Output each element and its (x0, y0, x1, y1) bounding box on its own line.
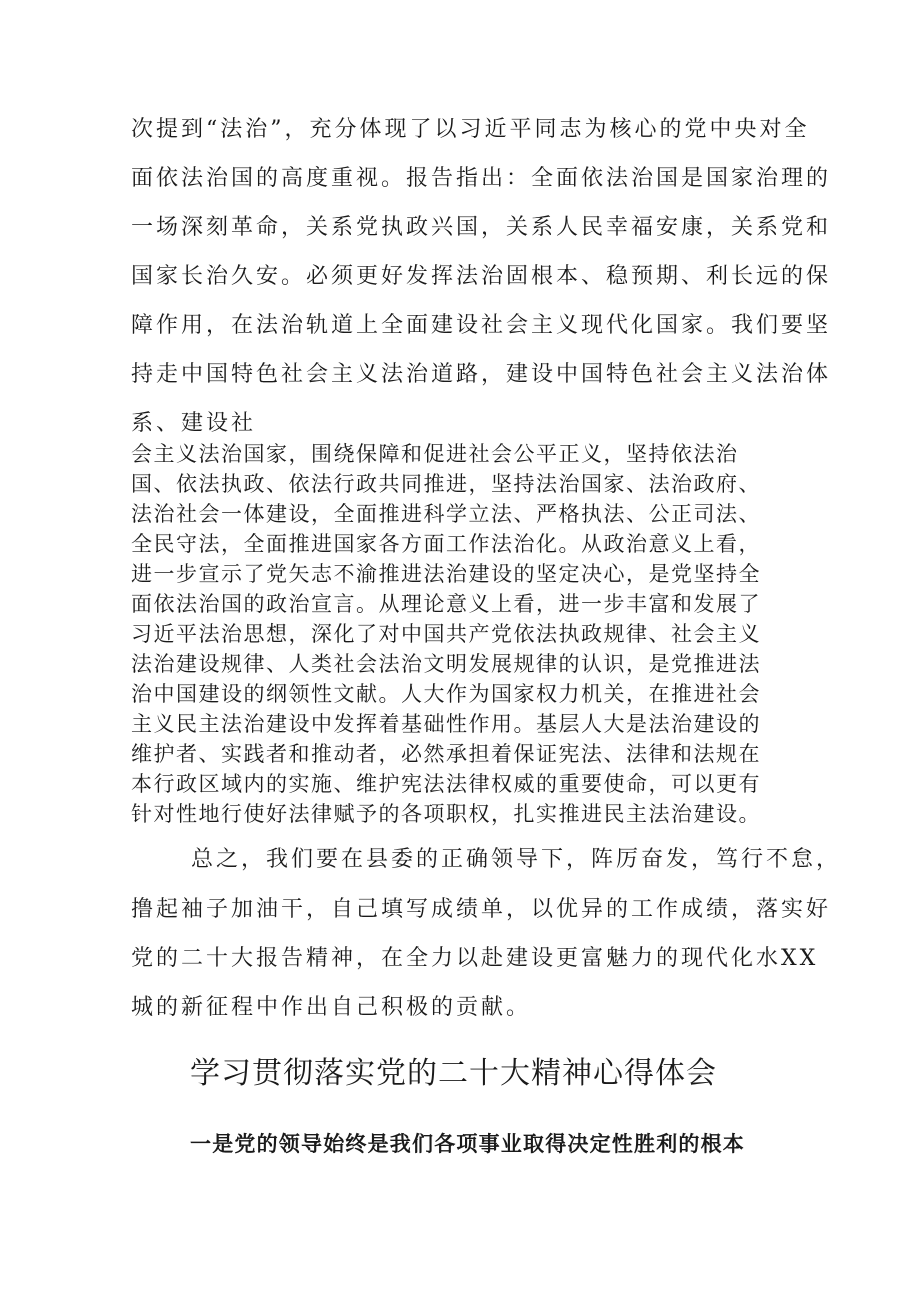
paragraph-line: 持走中国特色社会主义法治道路，建设中国特色社会主义法治体 (131, 362, 832, 387)
paragraph-line: 一场深刻革命，关系党执政兴国，关系人民幸福安康，关系党和 (131, 215, 832, 240)
section-title: 学习贯彻落实党的二十大精神心得体会 (190, 1056, 717, 1091)
paragraph-line: 法治建设规律、人类社会法治文明发展规律的认识，是党推进法 (131, 652, 761, 676)
paragraph-line: 进一步宣示了党矢志不渝推进法治建设的坚定决心，是党坚持全 (131, 562, 761, 586)
paragraph-line: 总之，我们要在县委的正确领导下，阵厉奋发，笃行不怠， (191, 847, 842, 872)
paragraph-line: 针对性地行使好法律赋予的各项职权，扎实推进民主法治建设。 (131, 802, 761, 826)
paragraph-line: 法治社会一体建设，全面推进科学立法、严格执法、公正司法、 (131, 502, 761, 526)
paragraph-line: 撸起袖子加油干，自己填写成绩单，以优异的工作成绩，落实好 (131, 897, 832, 922)
paragraph-line: 会主义法治国家，围绕保障和促进社会公平正义，坚持依法治 (131, 442, 739, 466)
paragraph-line: 障作用，在法治轨道上全面建设社会主义现代化国家。我们要坚 (131, 313, 832, 338)
paragraph-line: 维护者、实践者和推动者，必然承担着保证宪法、法律和法规在 (131, 742, 761, 766)
paragraph-line: 系、建设社 (131, 411, 257, 436)
paragraph-line: 治中国建设的纲领性文献。人大作为国家权力机关，在推进社会 (131, 682, 761, 706)
paragraph-line: 次提到“法治”，充分体现了以习近平同志为核心的党中央对全 (131, 117, 810, 142)
section-subtitle: 一是党的领导始终是我们各项事业取得决定性胜利的根本 (190, 1132, 745, 1156)
paragraph-line: 全民守法，全面推进国家各方面工作法治化。从政治意义上看， (131, 532, 761, 556)
paragraph-line: 国、依法执政、依法行政共同推进，坚持法治国家、法治政府、 (131, 472, 761, 496)
paragraph-line: 城的新征程中作出自己积极的贡献。 (131, 995, 532, 1020)
paragraph-line: 党的二十大报告精神，在全力以赴建设更富魅力的现代化水XX (131, 946, 819, 971)
paragraph-line: 面依法治国的政治宣言。从理论意义上看，进一步丰富和发展了 (131, 592, 761, 616)
paragraph-line: 面依法治国的高度重视。报告指出：全面依法治国是国家治理的 (131, 166, 832, 191)
paragraph-line: 本行政区域内的实施、维护宪法法律权威的重要使命，可以更有 (131, 772, 761, 796)
paragraph-line: 主义民主法治建设中发挥着基础性作用。基层人大是法治建设的 (131, 712, 761, 736)
paragraph-line: 国家长治久安。必须更好发挥法治固根本、稳预期、利长远的保 (131, 264, 832, 289)
paragraph-line: 习近平法治思想，深化了对中国共产党依法执政规律、社会主义 (131, 622, 761, 646)
